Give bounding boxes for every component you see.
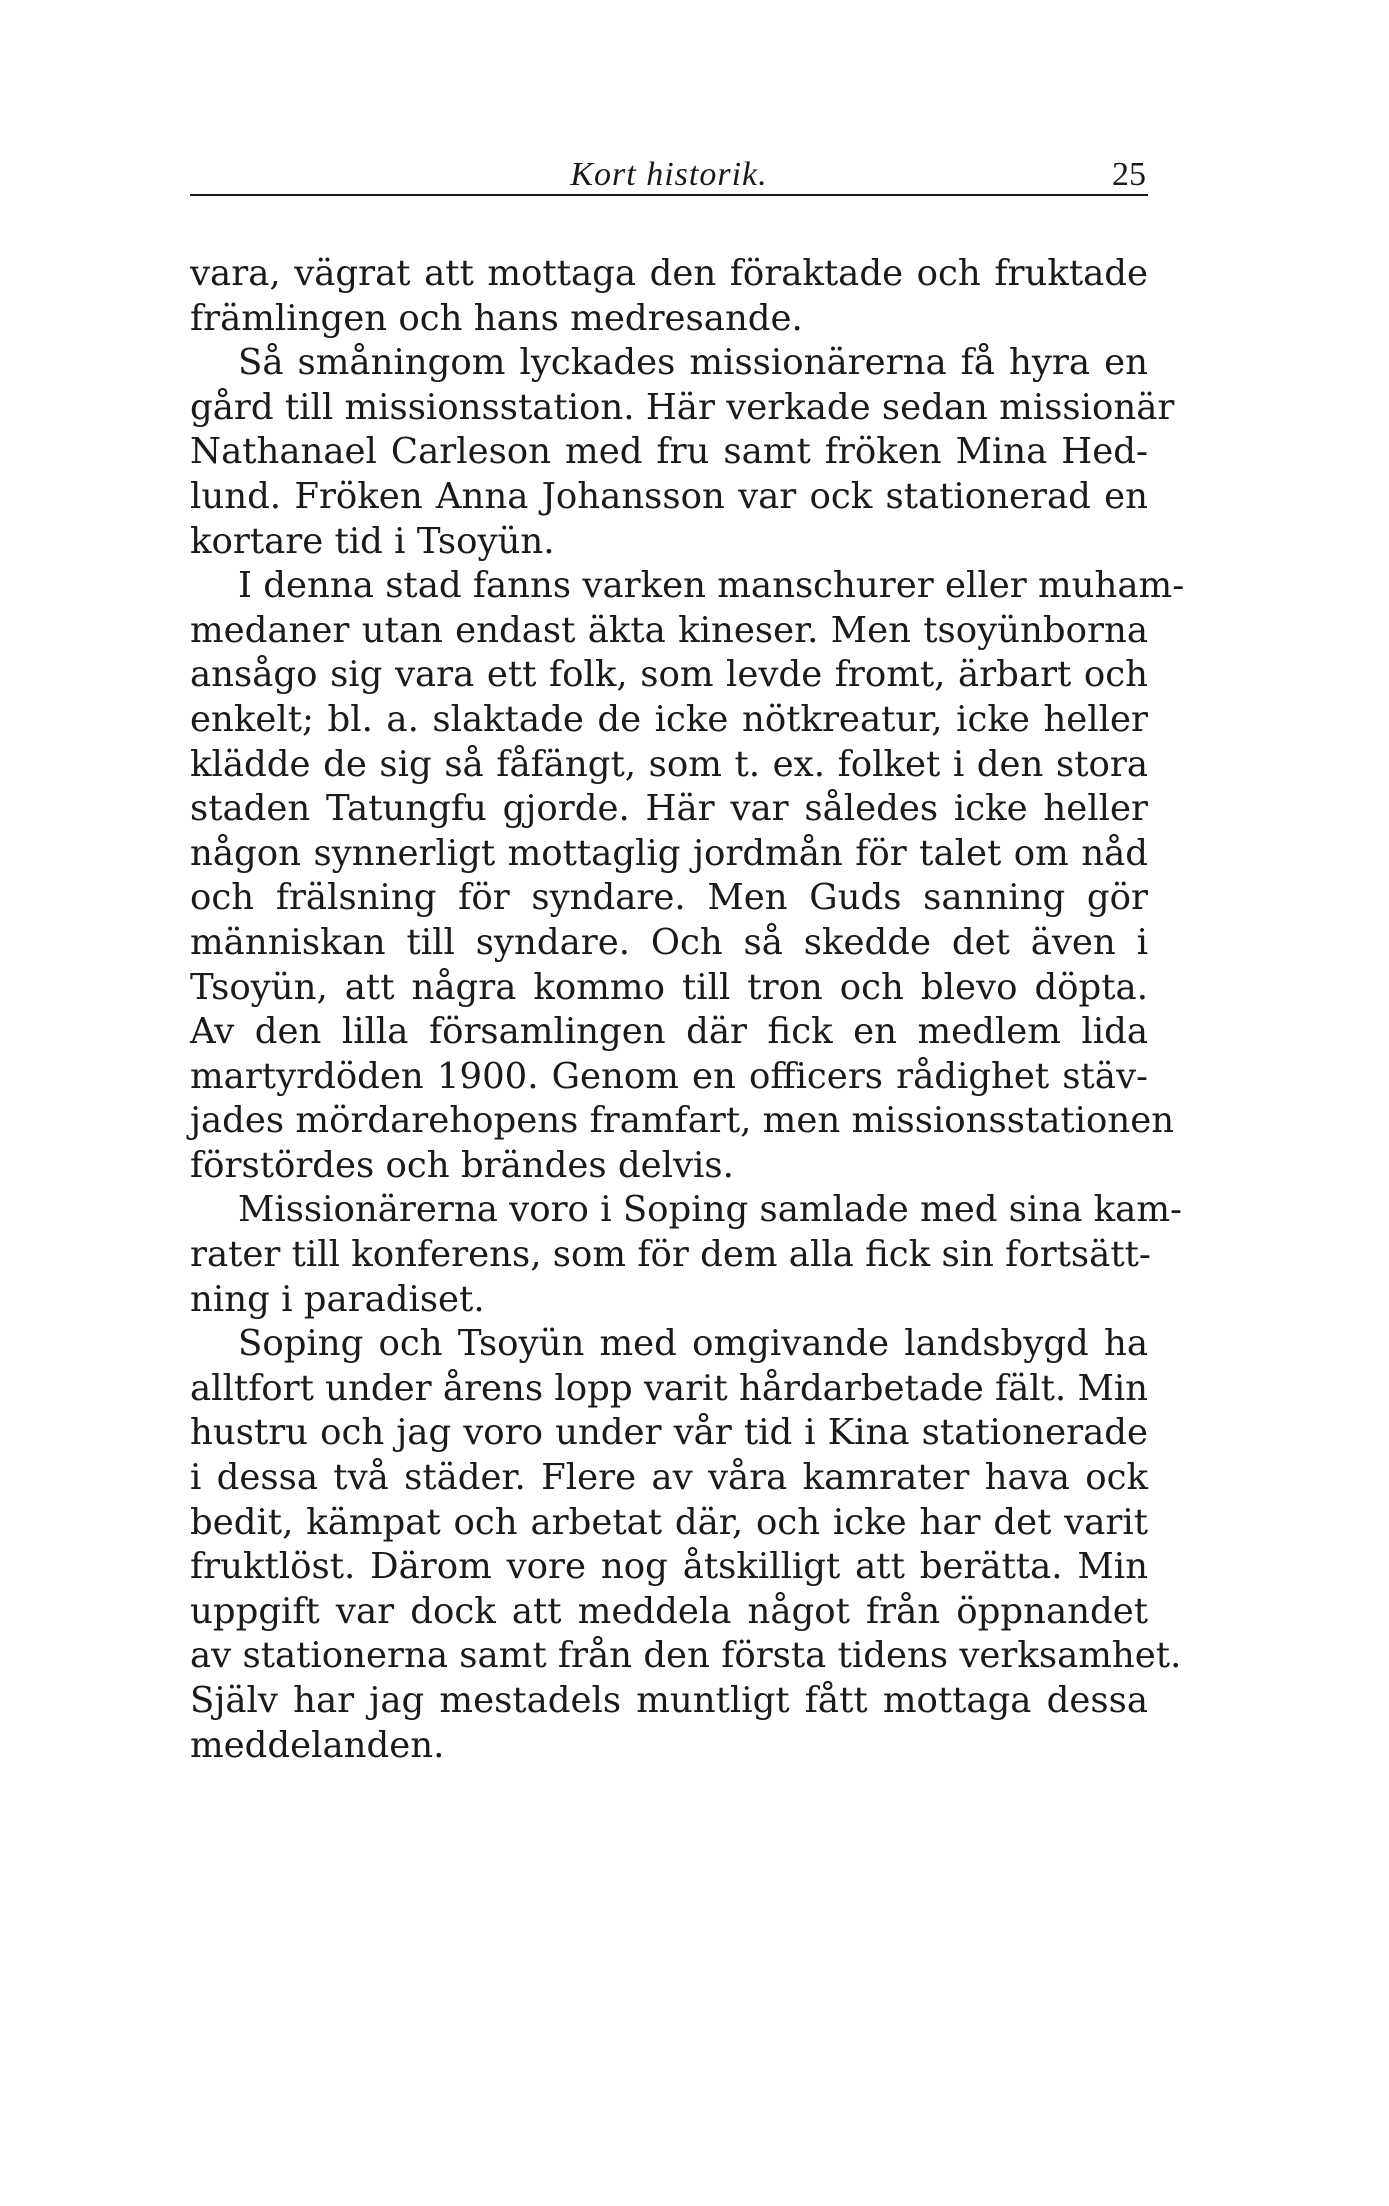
running-title: Kort historik. [570,156,768,193]
text-line: i dessa två städer. Flere av våra kamrater hava ock [190,1457,1148,1499]
paragraph [190,564,1185,1188]
text-line: vara, vägrat att mottaga den föraktade och fruktade [190,253,1148,294]
text-line: Av den lilla församlingen där fick en medlem lida [190,1011,1148,1053]
text-line: någon synnerligt mottaglig jordmån för talet om nåd [190,832,1148,874]
text-line: meddelanden. [190,1724,445,1766]
paragraph [190,1188,1182,1322]
text-line: och frälsning för syndare. Men Guds sanning gör [190,877,1148,919]
text-line: ansågo sig vara ett folk, som levde fromt, ärbart och [190,654,1148,696]
text-line: ning i paradiset. [190,1278,485,1320]
text-line: uppgift var dock att meddela något från öppnandet [190,1590,1148,1632]
paragraph [190,341,1175,564]
paragraph [190,1322,1182,1768]
text-line: lund. Fröken Anna Johansson var ock stationerad en [190,475,1148,517]
text-line: alltfort under årens lopp varit hårdarbetade fält. Min [190,1367,1149,1409]
text-line: främlingen och hans medresande. [190,297,803,339]
paragraph [190,252,1148,341]
text-line: rater till konferens, som för dem alla fick sin fortsätt- [190,1234,1151,1276]
text-line: Nathanael Carleson med fru samt fröken Mina Hed- [190,431,1148,473]
page-number: 25 [1112,156,1146,193]
book-page [190,150,1185,1768]
text-line: staden Tatungfu gjorde. Här var således icke heller [190,788,1148,830]
text-line: kortare tid i Tsoyün. [190,520,555,562]
body-text [190,252,1185,1768]
text-line: människan till syndare. Och så skedde det även i [190,921,1148,963]
text-line: fruktlöst. Därom vore nog åtskilligt att berätta. Min [190,1546,1148,1588]
text-line: jades mördarehopens framfart, men missionsstationen [190,1100,1175,1142]
text-line: Tsoyün, att några kommo till tron och blevo döpta. [190,966,1148,1008]
text-line: förstördes och brändes delvis. [190,1144,734,1186]
text-line: bedit, kämpat och arbetat där, och icke har det varit [190,1501,1148,1543]
text-line: Soping och Tsoyün med omgivande landsbygd ha [238,1323,1148,1365]
text-line: hustru och jag voro under vår tid i Kina stationerade [190,1412,1148,1454]
text-line: martyrdöden 1900. Genom en officers rådighet stäv- [190,1055,1148,1097]
text-line: av stationerna samt från den första tidens verksamhet. [190,1635,1182,1677]
running-header [190,150,1148,196]
text-line: Så småningom lyckades missionärerna få hyra en [238,342,1148,384]
text-line: klädde de sig så fåfängt, som t. ex. folket i den stora [190,743,1148,785]
text-line: Missionärerna voro i Soping samlade med sina kam- [238,1189,1182,1231]
text-line: medaner utan endast äkta kineser. Men tsoyünborna [190,609,1148,651]
text-line: gård till missionsstation. Här verkade sedan missionär [190,386,1175,428]
text-line: I denna stad fanns varken manschurer eller muham- [238,565,1185,607]
text-line: enkelt; bl. a. slaktade de icke nötkreatur, icke heller [190,698,1148,740]
text-line: Själv har jag mestadels muntligt fått mottaga dessa [190,1680,1148,1721]
